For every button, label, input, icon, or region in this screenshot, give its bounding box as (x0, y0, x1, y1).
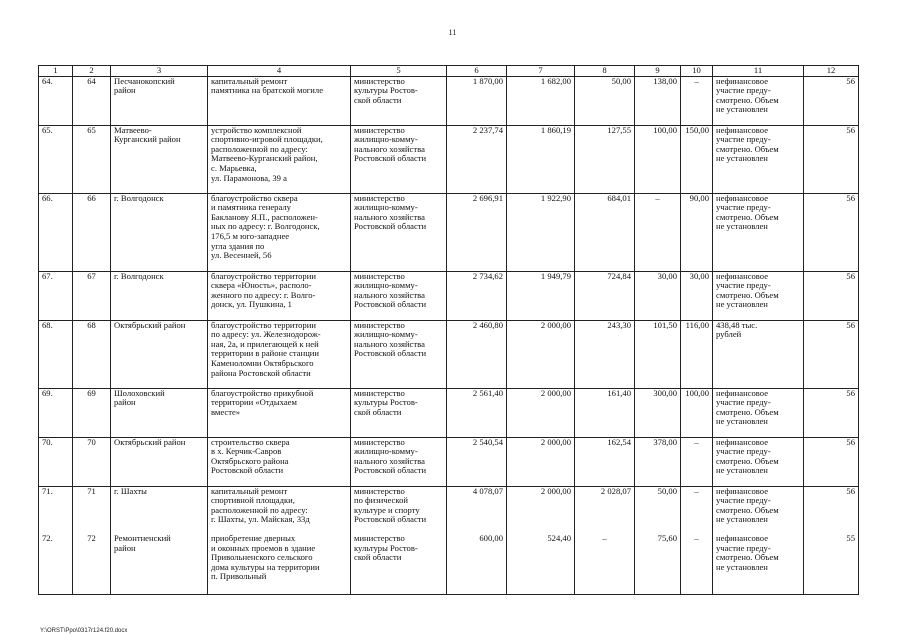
row-number: 69. (39, 388, 73, 437)
amount-col-7: 2 000,00 (507, 486, 575, 534)
column-header: 1 (39, 66, 73, 77)
column-header: 6 (447, 66, 507, 77)
project-description: благоустройство сквера и памятника генералу Бакланову Я.П., расположен- ных по адресу: г. Волгодонск, 176,5 м юго-западнее угла здания по ул. Весенней, 56 (208, 193, 351, 271)
table-row (39, 320, 859, 388)
code: 55 (804, 534, 859, 594)
amount-col-8: 684,01 (575, 193, 635, 271)
participation-note: нефинансовое участие преду- смотрено. Объем не установлен (713, 534, 804, 594)
total-amount: 2 540,54 (447, 437, 507, 486)
participation-note: 438,48 тыс. рублей (713, 320, 804, 388)
ministry: министерство культуры Ростов- ской области (351, 534, 447, 594)
participation-note: нефинансовое участие преду- смотрено. Объем не установлен (713, 437, 804, 486)
municipality: г. Волгодонск (111, 193, 208, 271)
table-row (39, 271, 859, 320)
total-amount: 600,00 (447, 534, 507, 594)
row-number: 66. (39, 193, 73, 271)
amount-col-10: – (681, 76, 713, 125)
column-header: 7 (507, 66, 575, 77)
amount-col-9: 75,60 (635, 534, 681, 594)
item-number: 71 (73, 486, 111, 534)
code: 56 (804, 437, 859, 486)
item-number: 64 (73, 76, 111, 125)
participation-note: нефинансовое участие преду- смотрено. Объем не установлен (713, 193, 804, 271)
amount-col-9: 101,50 (635, 320, 681, 388)
item-number: 67 (73, 271, 111, 320)
amount-col-8: – (575, 534, 635, 594)
participation-note: нефинансовое участие преду- смотрено. Объем не установлен (713, 76, 804, 125)
project-description: благоустройство территории по адресу: ул. Железнодорож- ная, 2а, и прилегающей к ней территории в районе станции Каменоломни Октябрьского района Ростовской области (208, 320, 351, 388)
municipality: Октябрьский район (111, 437, 208, 486)
amount-col-8: 724,84 (575, 271, 635, 320)
total-amount: 1 870,00 (447, 76, 507, 125)
amount-col-10: – (681, 486, 713, 534)
row-number: 71. (39, 486, 73, 534)
participation-note: нефинансовое участие преду- смотрено. Объем не установлен (713, 486, 804, 534)
table-row (39, 125, 859, 193)
table-row (39, 486, 859, 534)
code: 56 (804, 125, 859, 193)
amount-col-10: 116,00 (681, 320, 713, 388)
project-description: строительство сквера в х. Керчик-Савров Октябрьского района Ростовской области (208, 437, 351, 486)
amount-col-7: 1 682,00 (507, 76, 575, 125)
column-header: 5 (351, 66, 447, 77)
municipality: Шолоховский район (111, 388, 208, 437)
municipality: Октябрьский район (111, 320, 208, 388)
table-row (39, 388, 859, 437)
amount-col-9: 100,00 (635, 125, 681, 193)
code: 56 (804, 320, 859, 388)
column-number-row (39, 66, 859, 77)
municipality: Песчанокопский район (111, 76, 208, 125)
code: 56 (804, 388, 859, 437)
row-number: 64. (39, 76, 73, 125)
amount-col-9: 300,00 (635, 388, 681, 437)
municipality: Ремонтненский район (111, 534, 208, 594)
total-amount: 2 561,40 (447, 388, 507, 437)
item-number: 72 (73, 534, 111, 594)
amount-col-8: 127,55 (575, 125, 635, 193)
amount-col-10: 90,00 (681, 193, 713, 271)
municipality: г. Волгодонск (111, 271, 208, 320)
item-number: 69 (73, 388, 111, 437)
row-number: 65. (39, 125, 73, 193)
amount-col-10: – (681, 437, 713, 486)
municipality: г. Шахты (111, 486, 208, 534)
amount-col-7: 1 860,19 (507, 125, 575, 193)
code: 56 (804, 271, 859, 320)
item-number: 70 (73, 437, 111, 486)
amount-col-10: 100,00 (681, 388, 713, 437)
table-row (39, 437, 859, 486)
column-header: 11 (713, 66, 804, 77)
project-description: капитальный ремонт спортивной площадки, расположенной по адресу: г. Шахты, ул. Майская, 33д (208, 486, 351, 534)
amount-col-7: 2 000,00 (507, 320, 575, 388)
item-number: 66 (73, 193, 111, 271)
project-description: благоустройство территории сквера «Юность», располо- женного по адресу: г. Волго- донск, ул. Пушкина, 1 (208, 271, 351, 320)
project-description: приобретение дверных и оконных проемов в здание Привольненского сельского дома культуры на территории п. Привольный (208, 534, 351, 594)
ministry: министерство жилищно-комму- нального хозяйства Ростовской области (351, 271, 447, 320)
amount-col-7: 1 922,90 (507, 193, 575, 271)
table-row (39, 193, 859, 271)
row-number: 70. (39, 437, 73, 486)
column-header: 8 (575, 66, 635, 77)
item-number: 68 (73, 320, 111, 388)
total-amount: 2 696,91 (447, 193, 507, 271)
item-number: 65 (73, 125, 111, 193)
amount-col-9: 50,00 (635, 486, 681, 534)
amount-col-8: 161,40 (575, 388, 635, 437)
code: 56 (804, 76, 859, 125)
total-amount: 2 734,62 (447, 271, 507, 320)
project-description: устройство комплексной спортивно-игровой площадки, расположенной по адресу: Матвеево-Курганский район, с. Марьевка, ул. Парамонова, 39 а (208, 125, 351, 193)
participation-note: нефинансовое участие преду- смотрено. Объем не установлен (713, 125, 804, 193)
column-header: 4 (208, 66, 351, 77)
amount-col-7: 2 000,00 (507, 388, 575, 437)
file-path-footer: Y:\ORST\Ppo\0317r124.f20.docx (40, 628, 128, 634)
total-amount: 2 460,80 (447, 320, 507, 388)
municipality: Матвеево- Курганский район (111, 125, 208, 193)
participation-note: нефинансовое участие преду- смотрено. Объем не установлен (713, 388, 804, 437)
code: 56 (804, 193, 859, 271)
row-number: 67. (39, 271, 73, 320)
amount-col-7: 1 949,79 (507, 271, 575, 320)
amount-col-10: 150,00 (681, 125, 713, 193)
participation-note: нефинансовое участие преду- смотрено. Объем не установлен (713, 271, 804, 320)
projects-table (38, 65, 859, 595)
amount-col-8: 50,00 (575, 76, 635, 125)
amount-col-9: 138,00 (635, 76, 681, 125)
column-header: 9 (635, 66, 681, 77)
amount-col-7: 2 000,00 (507, 437, 575, 486)
ministry: министерство культуры Ростов- ской области (351, 388, 447, 437)
amount-col-9: 30,00 (635, 271, 681, 320)
amount-col-8: 243,30 (575, 320, 635, 388)
column-header: 2 (73, 66, 111, 77)
ministry: министерство жилищно-комму- нального хозяйства Ростовской области (351, 193, 447, 271)
column-header: 12 (804, 66, 859, 77)
table-row (39, 534, 859, 594)
amount-col-10: – (681, 534, 713, 594)
amount-col-7: 524,40 (507, 534, 575, 594)
row-number: 68. (39, 320, 73, 388)
table-row (39, 76, 859, 125)
project-description: благоустройство прикубной территории «Отдыхаем вместе» (208, 388, 351, 437)
ministry: министерство жилищно-комму- нального хозяйства Ростовской области (351, 437, 447, 486)
amount-col-9: 378,00 (635, 437, 681, 486)
amount-col-8: 162,54 (575, 437, 635, 486)
row-number: 72. (39, 534, 73, 594)
total-amount: 4 078,07 (447, 486, 507, 534)
column-header: 10 (681, 66, 713, 77)
amount-col-10: 30,00 (681, 271, 713, 320)
page-number: 11 (448, 28, 457, 37)
ministry: министерство жилищно-комму- нального хозяйства Ростовской области (351, 320, 447, 388)
ministry: министерство жилищно-комму- нального хозяйства Ростовской области (351, 125, 447, 193)
total-amount: 2 237,74 (447, 125, 507, 193)
ministry: министерство по физической культуре и спорту Ростовской области (351, 486, 447, 534)
code: 56 (804, 486, 859, 534)
column-header: 3 (111, 66, 208, 77)
ministry: министерство культуры Ростов- ской области (351, 76, 447, 125)
amount-col-9: – (635, 193, 681, 271)
amount-col-8: 2 028,07 (575, 486, 635, 534)
project-description: капитальный ремонт памятника на братской могиле (208, 76, 351, 125)
